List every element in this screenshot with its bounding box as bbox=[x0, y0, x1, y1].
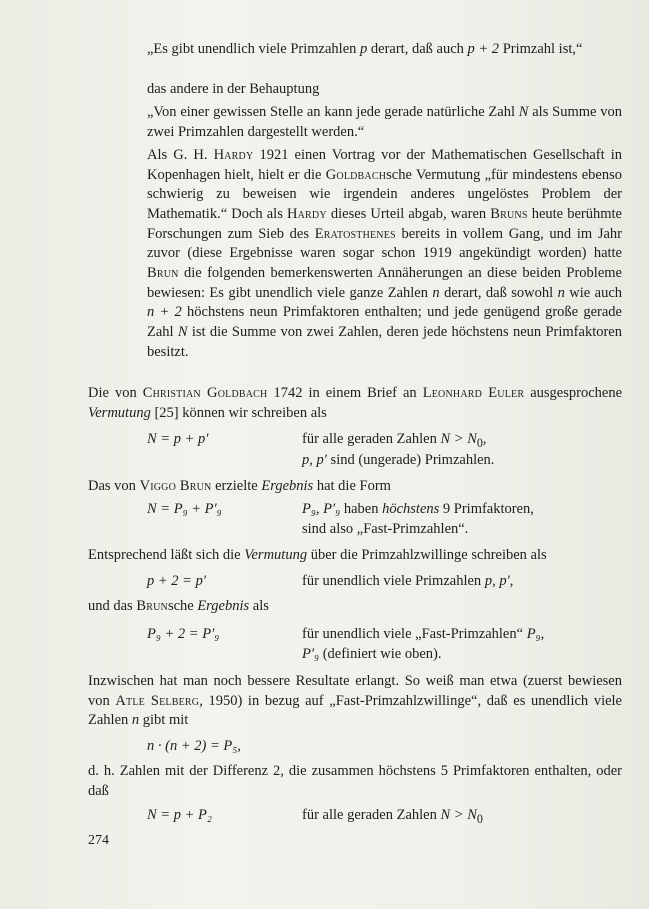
paragraph-goldbach-euler: Die von Christian Goldbach 1742 in einem Brief an Leonhard Euler ausgesprochene Vermutung [25] können wir schreiben als bbox=[88, 385, 623, 421]
formula-almost-twin-primes: P₉ + 2 = P′₉ bbox=[147, 626, 220, 642]
formula-goldbach-condition: für alle geraden Zahlen $N > N_0$, bbox=[302, 431, 487, 450]
formula-selberg: n · (n + 2) = P₅, bbox=[147, 738, 241, 754]
formula-goldbach-condition-2: p, p′ sind (ungerade) Primzahlen. bbox=[302, 452, 495, 468]
quote-twin-primes: „Es gibt unendlich viele Primzahlen p derart, daß auch p + 2 Primzahl ist,“ bbox=[147, 41, 583, 57]
formula-almost-twin-primes-condition: für unendlich viele „Fast-Primzahlen“ P₉, bbox=[302, 626, 545, 642]
formula-brun-condition-2: sind also „Fast-Primzahlen“. bbox=[302, 521, 469, 537]
formula-goldbach: N = p + p′ bbox=[147, 431, 209, 447]
paragraph-selberg: Inzwischen hat man noch bessere Resultate erlangt. So weiß man etwa (zuerst bewiesen von Atle Selberg, 1950) in bezug auf „Fast-Primzahlzwillinge“, daß es unendlich viele Zahlen n gibt mit bbox=[88, 673, 622, 729]
paragraph-twin-conjecture: Entsprechend läßt sich die Vermutung über die Primzahlzwillinge schreiben als bbox=[88, 547, 547, 563]
page-number: 274 bbox=[88, 833, 109, 848]
quote-goldbach: „Von einer gewissen Stelle an kann jede gerade natürliche Zahl N als Summe von zwei Primzahlen dargestellt werden.“ bbox=[147, 104, 622, 140]
formula-twin-primes: p + 2 = p′ bbox=[147, 573, 206, 589]
formula-chen-condition: für alle geraden Zahlen $N > N_0$ bbox=[302, 807, 483, 826]
paragraph-brun-result: Das von Viggo Brun erzielte Ergebnis hat die Form bbox=[88, 478, 391, 494]
paragraph-difference: d. h. Zahlen mit der Differenz 2, die zusammen höchstens 5 Primfaktoren enthalten, oder daß bbox=[88, 763, 622, 799]
paragraph-bruns-result: und das Brunsche Ergebnis als bbox=[88, 598, 269, 614]
formula-brun-condition: P₉, P′₉ haben höchstens 9 Primfaktoren, bbox=[302, 501, 534, 517]
formula-chen: N = p + P₂ bbox=[147, 807, 212, 823]
paragraph-hardy: Als G. H. Hardy 1921 einen Vortrag vor der Mathematischen Gesellschaft in Kopenhagen hielt, hielt er die Goldbachsche Vermutung „für mindestens ebenso schwierig zu beweisen wie irgendein anderes ungelöstes Problem der Mathematik.“ Doch als Hardy dieses Urteil abgab, waren Bruns heute berühmte Forschungen zum Sieb des Eratosthenes bereits in vollem Gang, und im Jahr zuvor (diese Ergebnisse waren sogar schon 1919 angekündigt worden) hatte Brun die folgenden bemerkenswerten Annäherungen an diese beiden Probleme bewiesen: Es gibt unendlich viele ganze Zahlen n derart, daß sowohl n wie auch n + 2 höchstens neun Primfaktoren enthalten; und jede genügend große gerade Zahl N ist die Summe von zwei Zahlen, deren jede höchstens neun Primfaktoren besitzt. bbox=[147, 147, 623, 360]
text-and-other: das andere in der Behauptung bbox=[147, 81, 320, 97]
formula-almost-twin-primes-condition-2: P′₉ (definiert wie oben). bbox=[302, 646, 442, 662]
formula-brun: N = P₉ + P′₉ bbox=[147, 501, 222, 517]
formula-twin-primes-condition: für unendlich viele Primzahlen p, p′, bbox=[302, 573, 514, 589]
